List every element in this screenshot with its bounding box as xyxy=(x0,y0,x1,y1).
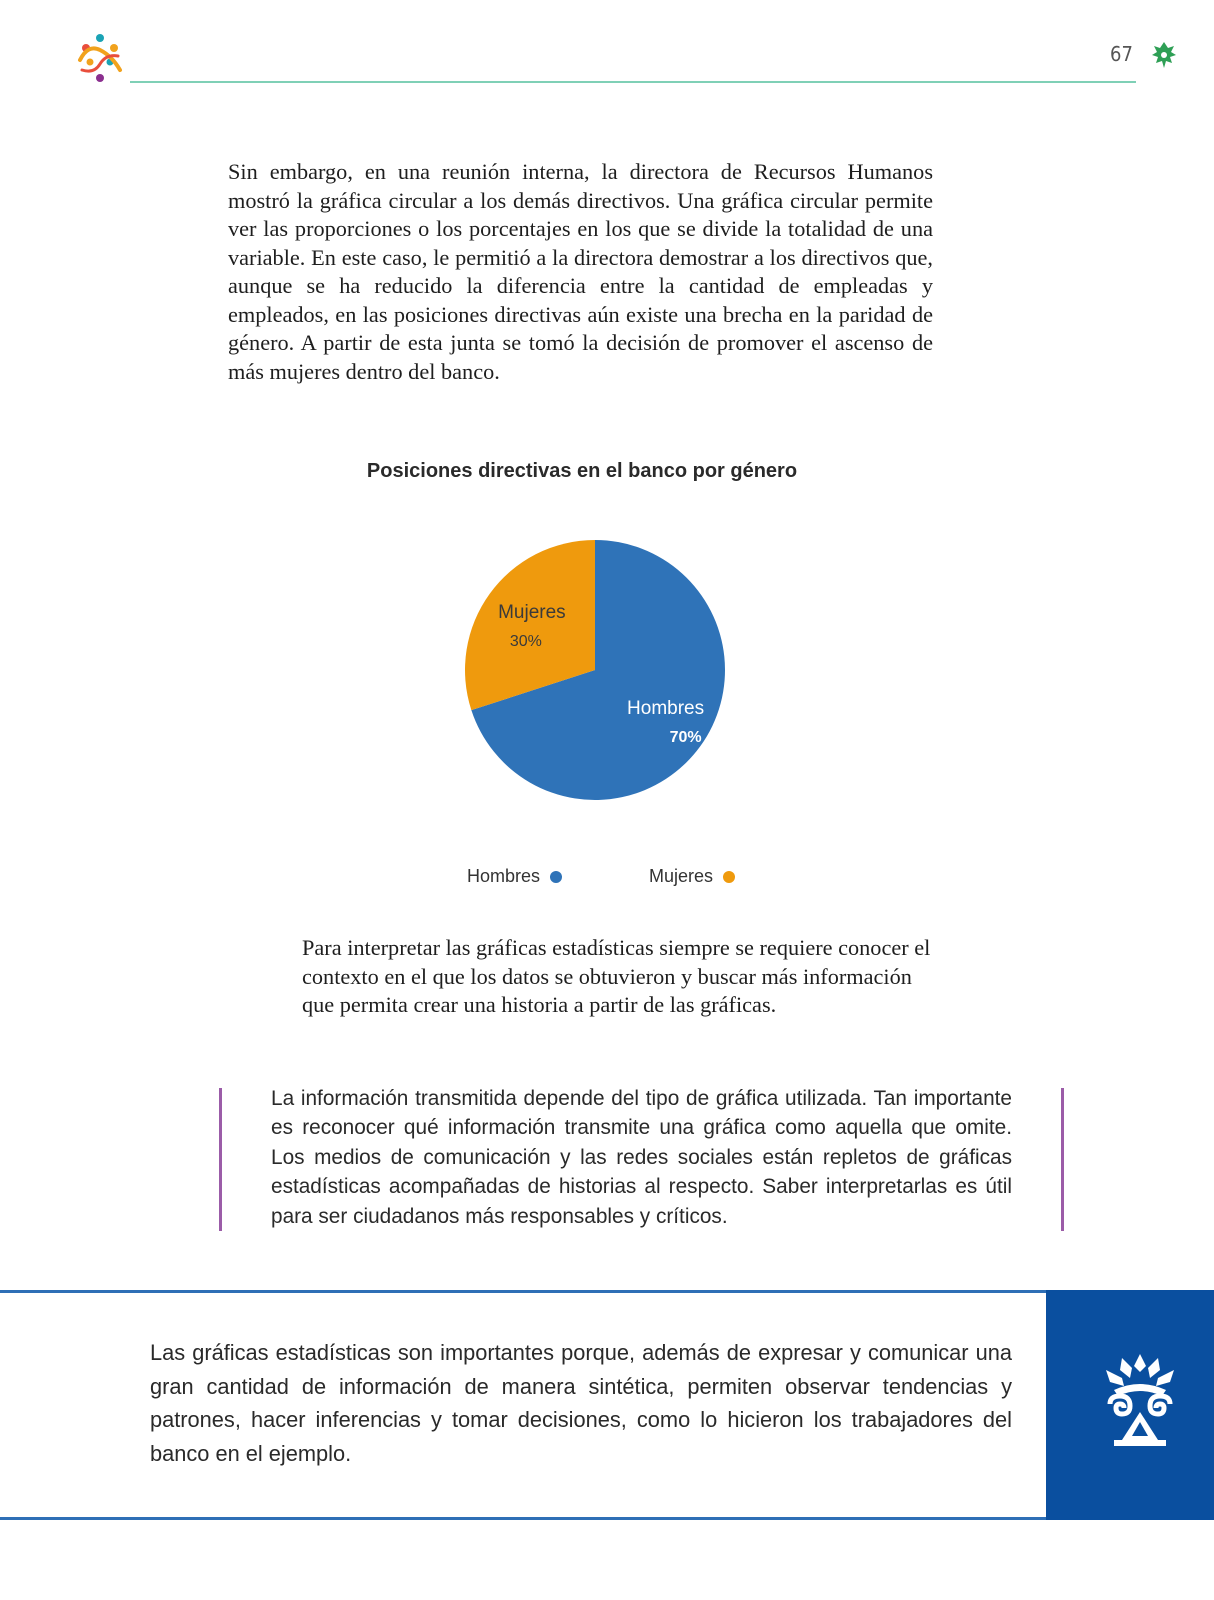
slice-value-mujeres: 30% xyxy=(509,633,542,651)
quote-bar-left xyxy=(219,1088,222,1231)
quote-text: La información transmitida depende del tipo de gráfica utilizada. Tan importante es reconocer qué información transmite una gráfica como aquella que omite. Los medios de comunicación y las redes sociales están repletos de gráficas estadísticas acompañadas de historias al respecto. Saber interpretarlas es útil para ser ciudadanos más responsables y críticos. xyxy=(271,1087,1012,1228)
legend-item-mujeres xyxy=(649,866,735,887)
legend-label-mujeres: Mujeres xyxy=(649,866,714,886)
sep-logo-icon xyxy=(70,30,130,90)
header-divider xyxy=(130,81,1136,83)
summary-box-bottom-border xyxy=(0,1517,1046,1520)
page-number: 67 xyxy=(1110,42,1133,66)
chart-title: Posiciones directivas en el banco por género xyxy=(366,460,798,482)
pie-chart xyxy=(460,540,760,840)
tree-emblem-icon xyxy=(1150,40,1178,70)
legend-dot-mujeres xyxy=(723,871,735,883)
legend-label-hombres: Hombres xyxy=(467,866,541,886)
intro-paragraph: Sin embargo, en una reunión interna, la directora de Recursos Humanos mostró la gráfica circular a los demás directivos. Una gráfica circular permite ver las proporciones o los porcentajes en los que se divide la totalidad de una variable. En este caso, le permitió a la directora demostrar a los directivos que, aunque se ha reducido la diferencia entre la cantidad de empleadas y empleados, en las posiciones directivas aún existe una brecha en la paridad de género. A partir de esta junta se tomó la decisión de promover el ascenso de más mujeres dentro del banco. xyxy=(228,159,933,384)
context-paragraph: Para interpretar las gráficas estadísticas siempre se requiere conocer el contexto en el que los datos se obtuvieron y buscar más información que permita crear una historia a partir de las gráficas. xyxy=(302,935,931,1017)
chart-legend xyxy=(0,866,1214,896)
summary-box-top-border xyxy=(0,1290,1046,1293)
legend-item-hombres xyxy=(467,866,562,887)
tree-emblem-icon xyxy=(1100,1352,1180,1450)
slice-label-hombres: Hombres xyxy=(627,698,705,720)
summary-text: Las gráficas estadísticas son importantes porque, además de expresar y comunicar una gran cantidad de información de manera sintética, permiten observar tendencias y patrones, hacer inferencias y tomar decisiones, como lo hicieron los trabajadores del banco en el ejemplo. xyxy=(150,1340,1012,1466)
legend-dot-hombres xyxy=(550,871,562,883)
slice-value-hombres: 70% xyxy=(669,729,702,747)
slice-label-mujeres: Mujeres xyxy=(498,602,566,624)
quote-bar-right xyxy=(1061,1088,1064,1231)
